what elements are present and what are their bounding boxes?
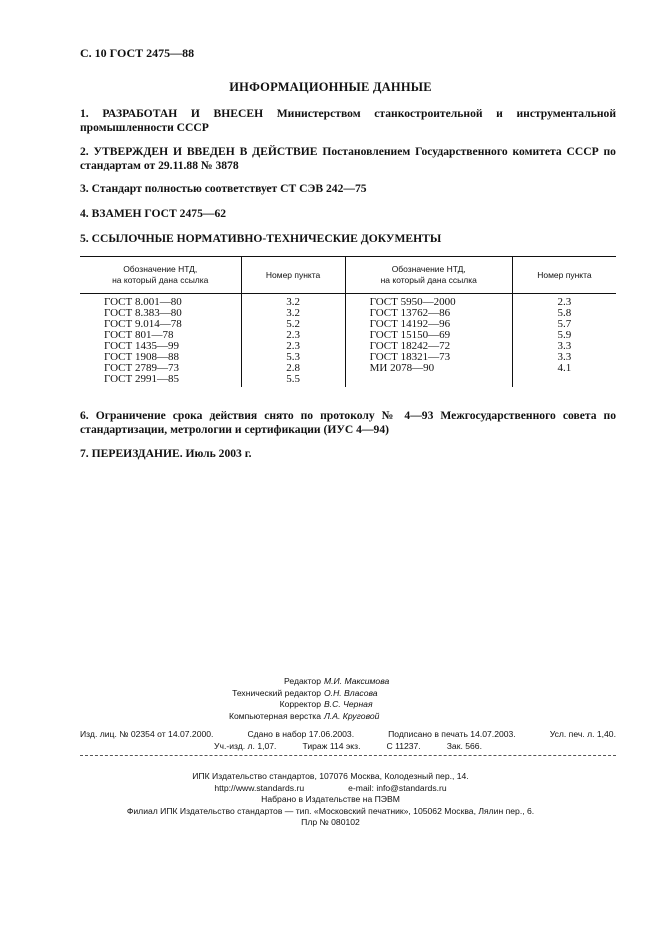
- item-text: ВЗАМЕН ГОСТ 2475—62: [91, 207, 227, 220]
- credit-line: [0, 676, 661, 688]
- publisher-info: [0, 771, 661, 829]
- doc-cell: ГОСТ 801—78: [104, 329, 174, 341]
- item-text: УТВЕРЖДЕН И ВВЕДЕН В ДЕЙСТВИЕ Постановлением Государственного комитета СССР по стандартам от 29.11.88 № 3878: [80, 145, 616, 172]
- info-item-1: [80, 107, 616, 135]
- info-item-5: [80, 232, 616, 246]
- doc-cell: [345, 374, 512, 387]
- point-cell: 3.3: [512, 341, 616, 352]
- code: С 11237.: [386, 741, 421, 751]
- doc-cell: ГОСТ 8.383—80: [104, 307, 182, 319]
- printing-house: Филиал ИПК Издательство стандартов — тип. «Московский печатник», 105062 Москва, Лялин пер., 6.: [126, 805, 535, 816]
- doc-cell: ГОСТ 2789—73: [104, 362, 179, 374]
- circulation: Тираж 114 экз.: [302, 741, 361, 751]
- publisher-contacts: [0, 783, 661, 795]
- info-item-4: [80, 207, 616, 221]
- point-cell: 5.5: [241, 374, 345, 387]
- item-number: 3.: [80, 182, 89, 195]
- item-text: РАЗРАБОТАН И ВНЕСЕН Министерством станкостроительной и инструментальной промышленности СССР: [80, 107, 616, 134]
- point-cell: 5.9: [512, 330, 616, 341]
- info-item-3: [80, 182, 616, 196]
- header-doc-a-line2: на который дана ссылка: [112, 275, 209, 285]
- point-cell: 3.2: [241, 308, 345, 319]
- info-item-2: [80, 145, 616, 173]
- section-title: ИНФОРМАЦИОННЫЕ ДАННЫЕ: [229, 80, 432, 94]
- publisher-address: ИПК Издательство стандартов, 107076 Москва, Колодезный пер., 14.: [192, 771, 469, 781]
- item-number: 2.: [80, 145, 89, 158]
- item-number: 1.: [80, 107, 89, 120]
- credit-role: Технический редактор: [232, 687, 321, 698]
- doc-cell: ГОСТ 13762—86: [369, 307, 451, 319]
- doc-cell: ГОСТ 2991—85: [104, 373, 179, 385]
- credit-name: В.С. Черная: [324, 699, 373, 709]
- running-head: С. 10 ГОСТ 2475—88: [80, 46, 195, 60]
- credit-role: Редактор: [284, 676, 321, 686]
- references-table: [80, 256, 616, 387]
- header-doc-a: [80, 257, 241, 294]
- credit-line: [0, 688, 661, 700]
- order-number: Зак. 566.: [446, 741, 482, 751]
- info-item-7: [80, 447, 616, 461]
- point-cell: 2.3: [241, 330, 345, 341]
- item-number: 5.: [80, 232, 89, 245]
- point-cell: 4.1: [512, 363, 616, 374]
- point-cell: 5.7: [512, 319, 616, 330]
- point-cell: 2.3: [512, 294, 616, 309]
- table-row: [80, 294, 616, 309]
- point-cell: 5.2: [241, 319, 345, 330]
- publisher-email: e-mail: info@standards.ru: [348, 782, 447, 793]
- credit-line: [0, 699, 661, 711]
- credit-name: Л.А. Круговой: [324, 710, 380, 721]
- item-text: Ограничение срока действия снято по протоколу № 4—93 Межгосударственного совета по стандартизации, метрологии и сертификации (ИУС 4—94): [80, 409, 616, 436]
- table-row: [80, 374, 616, 387]
- doc-cell: ГОСТ 14192—96: [369, 318, 451, 330]
- point-cell: 5.3: [241, 352, 345, 363]
- point-cell: 2.8: [241, 363, 345, 374]
- doc-cell: ГОСТ 1435—99: [104, 340, 179, 352]
- header-doc-b: [345, 257, 512, 294]
- credit-name: М.И. Максимова: [324, 676, 390, 686]
- header-doc-a-line1: Обозначение НТД,: [123, 264, 198, 274]
- doc-cell: МИ 2078—90: [369, 362, 435, 374]
- divider: [80, 755, 616, 756]
- header-point-b: Номер пункта: [512, 257, 616, 294]
- print-signed-date: Подписано в печать 14.07.2003.: [388, 729, 516, 739]
- item-number: 4.: [80, 207, 89, 220]
- item-text: ПЕРЕИЗДАНИЕ. Июль 2003 г.: [91, 447, 252, 460]
- item-text: Стандарт полностью соответствует СТ СЭВ 242—75: [91, 182, 367, 195]
- credit-line: [0, 711, 661, 723]
- point-cell: [512, 374, 616, 387]
- credit-role: Компьютерная верстка: [228, 710, 321, 721]
- editorial-credits: [0, 676, 661, 722]
- imprint-row: [80, 728, 616, 740]
- doc-cell: ГОСТ 18321—73: [369, 351, 451, 363]
- doc-cell: ГОСТ 5950—2000: [369, 296, 456, 308]
- item-number: 7.: [80, 447, 89, 460]
- item-text: ССЫЛОЧНЫЕ НОРМАТИВНО-ТЕХНИЧЕСКИЕ ДОКУМЕНТЫ: [91, 232, 442, 245]
- imprint-row: [80, 740, 616, 752]
- doc-cell: ГОСТ 15150—69: [369, 329, 451, 341]
- doc-cell: ГОСТ 9.014—78: [104, 318, 182, 330]
- credit-name: О.Н. Власова: [324, 687, 378, 698]
- typeset-date: Сдано в набор 17.06.2003.: [247, 729, 355, 739]
- point-cell: 5.8: [512, 308, 616, 319]
- header-doc-b-line2: на который дана ссылка: [380, 275, 477, 285]
- point-cell: 3.2: [241, 294, 345, 309]
- edit-sheets: Уч.-изд. л. 1,07.: [214, 741, 277, 751]
- info-item-6: [80, 409, 616, 437]
- print-imprint: [80, 728, 616, 752]
- point-cell: 2.3: [241, 341, 345, 352]
- credit-role: Корректор: [279, 699, 321, 709]
- print-sheets: Усл. печ. л. 1,40.: [549, 729, 616, 739]
- doc-cell: ГОСТ 1908—88: [104, 351, 179, 363]
- typesetting-note: Набрано в Издательстве на ПЭВМ: [261, 794, 400, 804]
- plr-number: Плр № 080102: [301, 817, 360, 827]
- header-point-a: Номер пункта: [241, 257, 345, 294]
- header-doc-b-line1: Обозначение НТД,: [391, 264, 466, 274]
- table-header-row: [80, 257, 616, 294]
- doc-cell: ГОСТ 8.001—80: [104, 296, 182, 308]
- point-cell: 3.3: [512, 352, 616, 363]
- item-number: 6.: [80, 409, 89, 422]
- doc-cell: ГОСТ 18242—72: [369, 340, 451, 352]
- license-number: Изд. лиц. № 02354 от 14.07.2000.: [80, 729, 214, 739]
- publisher-website: http://www.standards.ru: [214, 782, 305, 793]
